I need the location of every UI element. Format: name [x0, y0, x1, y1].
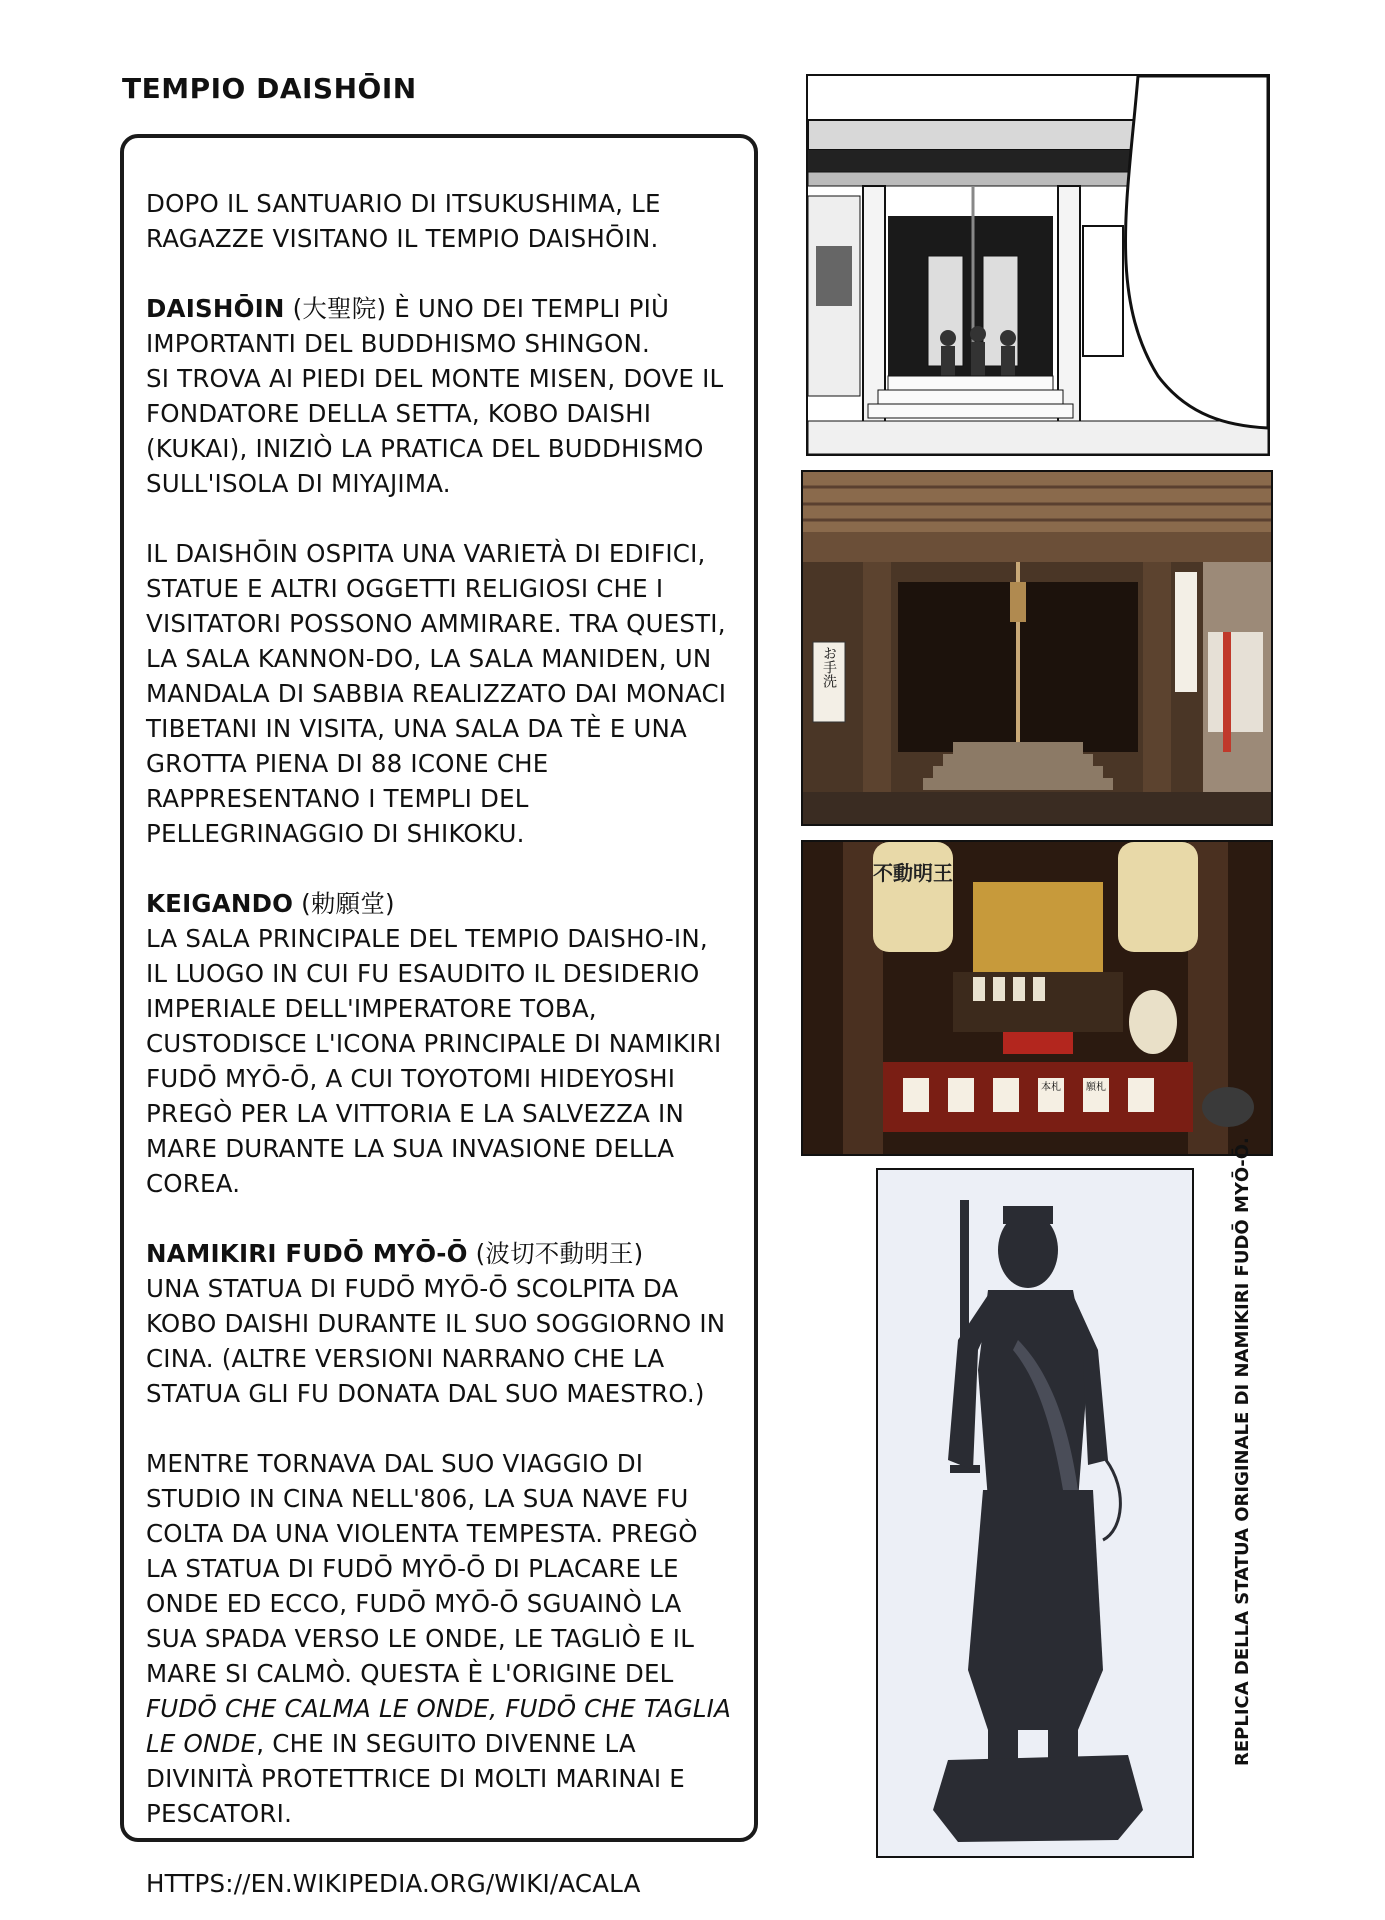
source-link[interactable]: HTTPS://EN.WIKIPEDIA.ORG/WIKI/ACALA: [146, 1869, 641, 1898]
buildings-paragraph: IL DAISHŌIN OSPITA UNA VARIETÀ DI EDIFICI, STATUE E ALTRI OGGETTI RELIGIOSI CHE I VISITATORI POSSONO AMMIRARE. TRA QUESTI, LA SALA KANNON-DO, LA SALA MANIDEN, UN MANDALA DI SABBIA REALIZZATO DAI MONACI TIBETANI IN VISITA, UNA SALA DA TÈ E UNA GROTTA PIENA DI 88 ICONE CHE RAPPRESENTANO I TEMPLI DEL PELLEGRINAGGIO DI SHIKOKU.: [146, 539, 727, 848]
legend-text-a: MENTRE TORNAVA DAL SUO VIAGGIO DI STUDIO IN CINA NELL'806, LA SUA NAVE FU COLTA DA UNA VIOLENTA TEMPESTA. PREGÒ LA STATUA DI FUDŌ MYŌ-Ō DI PLACARE LE ONDE ED ECCO, FUDŌ MYŌ-Ō SGUAINÒ LA SUA SPADA VERSO LE ONDE, LE TAGLIÒ E IL MARE SI CALMÒ. QUESTA È L'ORIGINE DEL: [146, 1449, 698, 1688]
legend-paragraph: [146, 1446, 732, 1831]
namikiri-paragraph: [146, 1236, 732, 1411]
daishoin-description: È UNO DEI TEMPLI PIÙ IMPORTANTI DEL BUDDHISMO SHINGON.: [146, 294, 670, 358]
lantern-left-text: 不動明王: [873, 861, 953, 885]
keigando-heading: KEIGANDO: [146, 889, 294, 918]
keigando-text: LA SALA PRINCIPALE DEL TEMPIO DAISHO-IN, IL LUOGO IN CUI FU ESAUDITO IL DESIDERIO IMPERIALE DELL'IMPERATORE TOBA, CUSTODISCE L'ICONA PRINCIPALE DI NAMIKIRI FUDŌ MYŌ-Ō, A CUI TOYOTOMI HIDEYOSHI PREGÒ PER LA VITTORIA E LA SALVEZZA IN MARE DURANTE LA SUA INVASIONE DELLA COREA.: [146, 924, 722, 1198]
namikiri-heading: NAMIKIRI FUDŌ MYŌ-Ō: [146, 1239, 468, 1268]
box-label-1: 本札: [1041, 1082, 1061, 1093]
namikiri-text: UNA STATUA DI FUDŌ MYŌ-Ō SCOLPITA DA KOBO DAISHI DURANTE IL SUO SOGGIORNO IN CINA. (ALTRE VERSIONI NARRANO CHE LA STATUA GLI FU DONATA DAL SUO MAESTRO.): [146, 1274, 726, 1408]
legend-text-b: , CHE IN SEGUITO DIVENNE LA DIVINITÀ PROTETTRICE DI MOLTI MARINAI E PESCATORI.: [146, 1729, 685, 1828]
keigando-paragraph: [146, 886, 732, 1201]
legend-italic: FUDŌ CHE CALMA LE ONDE, FUDŌ CHE TAGLIA LE ONDE: [146, 1694, 732, 1758]
daishoin-heading: DAISHŌIN: [146, 294, 285, 323]
namikiri-kanji: (波切不動明王): [467, 1239, 644, 1268]
daishoin-kanji: (大聖院): [284, 294, 387, 323]
altar-lanterns-photo: [801, 840, 1273, 1156]
manga-temple-drawing: [806, 74, 1270, 456]
box-label-2: 願札: [1086, 1082, 1106, 1093]
page-title: TEMPIO DAISHŌIN: [122, 72, 417, 105]
restroom-sign: お手洗: [821, 646, 837, 688]
daishoin-paragraph: [146, 291, 732, 501]
intro-paragraph: DOPO IL SANTUARIO DI ITSUKUSHIMA, LE RAGAZZE VISITANO IL TEMPIO DAISHŌIN.: [146, 189, 661, 253]
fudo-statue-photo: [876, 1168, 1194, 1858]
temple-entrance-photo: [801, 470, 1273, 826]
keigando-kanji: (勅願堂): [293, 889, 395, 918]
daishoin-location: SI TROVA AI PIEDI DEL MONTE MISEN, DOVE IL FONDATORE DELLA SETTA, KOBO DAISHI (KUKAI), INIZIÒ LA PRATICA DEL BUDDHISMO SULL'ISOLA DI MIYAJIMA.: [146, 364, 724, 498]
statue-caption: REPLICA DELLA STATUA ORIGINALE DI NAMIKIRI FUDŌ MYŌ-Ō.: [1232, 1137, 1253, 1766]
text-panel: [120, 134, 758, 1898]
